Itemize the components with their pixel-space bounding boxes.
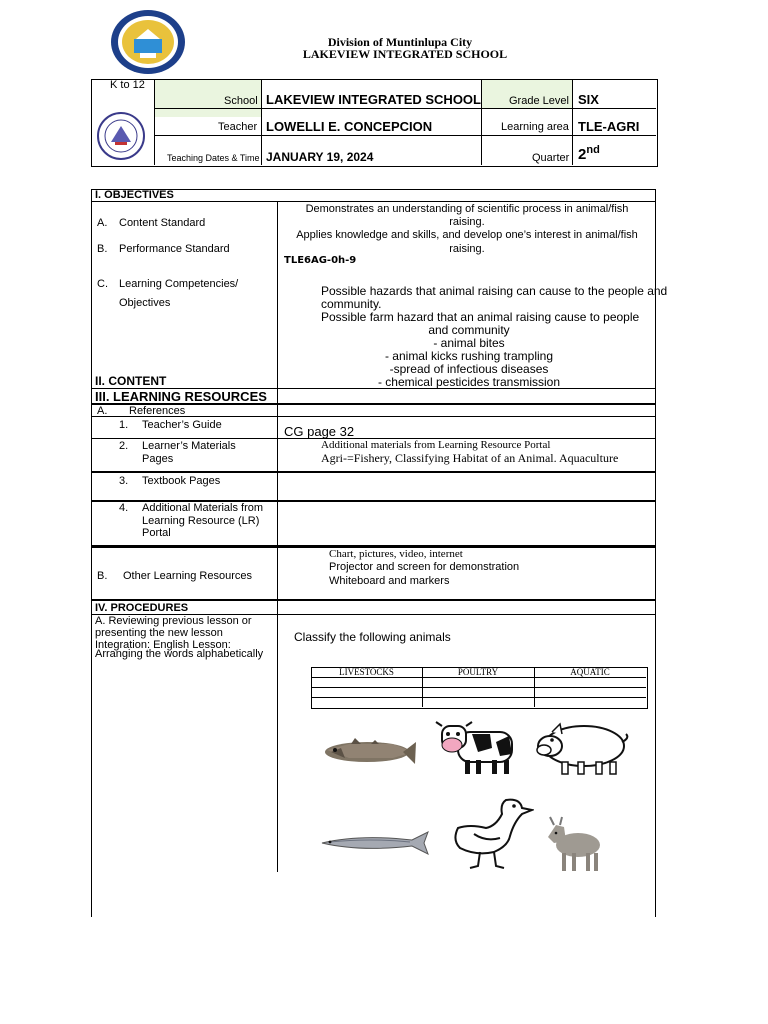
info-grid-line	[572, 79, 573, 165]
content-standard-label: Content Standard	[119, 217, 206, 229]
performance-standard-label: Performance Standard	[119, 243, 230, 255]
other-resources-value-3: Whiteboard and markers	[329, 575, 450, 587]
competency-line-8: - chemical pesticides transmission	[377, 375, 561, 389]
additional-materials-label-3: Portal	[142, 527, 171, 539]
competencies-letter: C.	[97, 278, 108, 290]
school-value: LAKEVIEW INTEGRATED SCHOOL	[266, 92, 481, 107]
division-title: Division of Muntinlupa City	[327, 35, 473, 49]
fish-picture	[321, 728, 417, 778]
main-right-border	[655, 189, 656, 917]
resources-heading: III. LEARNING RESOURCES	[95, 389, 267, 404]
other-resources-label: Other Learning Resources	[123, 570, 253, 582]
learners-materials-label-2: Pages	[142, 453, 174, 465]
teacher-value: LOWELLI E. CONCEPCION	[266, 119, 433, 134]
goat-picture	[542, 815, 610, 873]
main-middle-border	[277, 201, 278, 872]
learners-materials-number: 2.	[119, 440, 129, 452]
row-line	[91, 599, 656, 601]
other-resources-letter: B.	[97, 570, 108, 582]
quarter-number: 2	[578, 146, 587, 163]
competency-line-6: - animal kicks rushing trampling	[384, 349, 554, 363]
procedure-a-line-4: Arranging the words alphabetically	[95, 648, 264, 660]
school-seal	[110, 9, 186, 75]
info-grid-line	[261, 79, 262, 165]
area-label: Learning area	[501, 121, 569, 133]
procedures-heading: IV. PROCEDURES	[95, 602, 189, 614]
learners-materials-label-1: Learner’s Materials	[142, 440, 236, 452]
additional-materials-number: 4.	[119, 502, 129, 514]
other-resources-value-2: Projector and screen for demonstration	[329, 561, 520, 573]
competency-line-3: Possible farm hazard that an animal raising cause to people	[321, 310, 640, 324]
area-value: TLE-AGRI	[578, 119, 640, 134]
competency-line-5: - animal bites	[433, 336, 505, 350]
grade-label: Grade Level	[509, 95, 569, 107]
info-green-cell	[155, 109, 261, 117]
classify-instruction: Classify the following animals	[294, 630, 451, 644]
learners-materials-value-2: Agri-=Fishery, Classifying Habitat of an Animal. Aquaculture	[321, 451, 619, 465]
procedure-a-line-1: A. Reviewing previous lesson or	[95, 615, 252, 627]
other-resources-value-1: Chart, pictures, video, internet	[329, 548, 463, 560]
teacher-label: Teacher	[218, 121, 258, 133]
competency-line-1: Possible hazards that animal raising can cause to the people and	[321, 284, 668, 298]
competencies-label-2: Objectives	[119, 297, 171, 309]
header-poultry: POULTRY	[457, 667, 499, 677]
procedure-a-line-2: presenting the new lesson	[95, 627, 223, 639]
content-standard-text-2: raising.	[449, 216, 485, 228]
classification-row-line	[311, 677, 646, 678]
competency-line-2: community.	[321, 297, 382, 311]
competency-line-4: and community	[428, 323, 510, 337]
performance-standard-text-1: Applies knowledge and skills, and develop one’s interest in animal/fish	[296, 229, 638, 241]
additional-materials-label-1: Additional Materials from	[142, 502, 264, 514]
competencies-label-1: Learning Competencies/	[119, 278, 239, 290]
content-standard-text-1: Demonstrates an understanding of scientific process in animal/fish	[305, 203, 629, 215]
learners-materials-value-1: Additional materials from Learning Resource Portal	[321, 439, 551, 451]
textbook-label: Textbook Pages	[142, 475, 221, 487]
quarter-ordinal: nd	[586, 144, 600, 156]
competency-code: TLE6AG-0h-9	[284, 255, 357, 266]
references-letter: A.	[97, 405, 108, 417]
classification-row-line	[311, 687, 646, 688]
header-aquatic: AQUATIC	[570, 667, 610, 677]
dates-label: Teaching Dates & Time	[167, 153, 260, 163]
teachers-guide-value: CG page 32	[284, 424, 355, 439]
content-heading: II. CONTENT	[95, 374, 167, 388]
duck-picture	[450, 788, 534, 872]
quarter-value	[578, 144, 600, 163]
dates-value: JANUARY 19, 2024	[266, 150, 374, 164]
content-standard-letter: A.	[97, 217, 108, 229]
row-line	[91, 201, 656, 202]
teachers-guide-label: Teacher’s Guide	[142, 419, 222, 431]
performance-standard-letter: B.	[97, 243, 108, 255]
grade-value: SIX	[578, 92, 599, 107]
textbook-number: 3.	[119, 475, 129, 487]
row-line	[91, 189, 656, 190]
header-livestocks: LIVESTOCKS	[339, 667, 394, 677]
pig-picture	[534, 718, 630, 778]
info-grid-line	[154, 135, 656, 136]
milkfish-picture	[320, 828, 438, 858]
school-label: School	[224, 95, 258, 107]
procedure-a-line-3: Integration: English Lesson:	[95, 639, 231, 651]
k-to-12-label: K to 12	[110, 79, 145, 91]
deped-seal	[96, 112, 146, 160]
objectives-heading: I. OBJECTIVES	[95, 189, 174, 201]
cow-picture	[434, 714, 522, 778]
references-label: References	[129, 405, 186, 417]
performance-standard-text-2: raising.	[449, 243, 485, 255]
quarter-label: Quarter	[532, 152, 570, 164]
teachers-guide-number: 1.	[119, 419, 129, 431]
competency-line-7: -spread of infectious diseases	[389, 362, 549, 376]
row-line	[91, 471, 656, 473]
main-left-border	[91, 189, 92, 917]
classification-row-line	[311, 697, 646, 698]
school-title: LAKEVIEW INTEGRATED SCHOOL	[302, 47, 508, 61]
additional-materials-label-2: Learning Resource (LR)	[142, 515, 260, 527]
